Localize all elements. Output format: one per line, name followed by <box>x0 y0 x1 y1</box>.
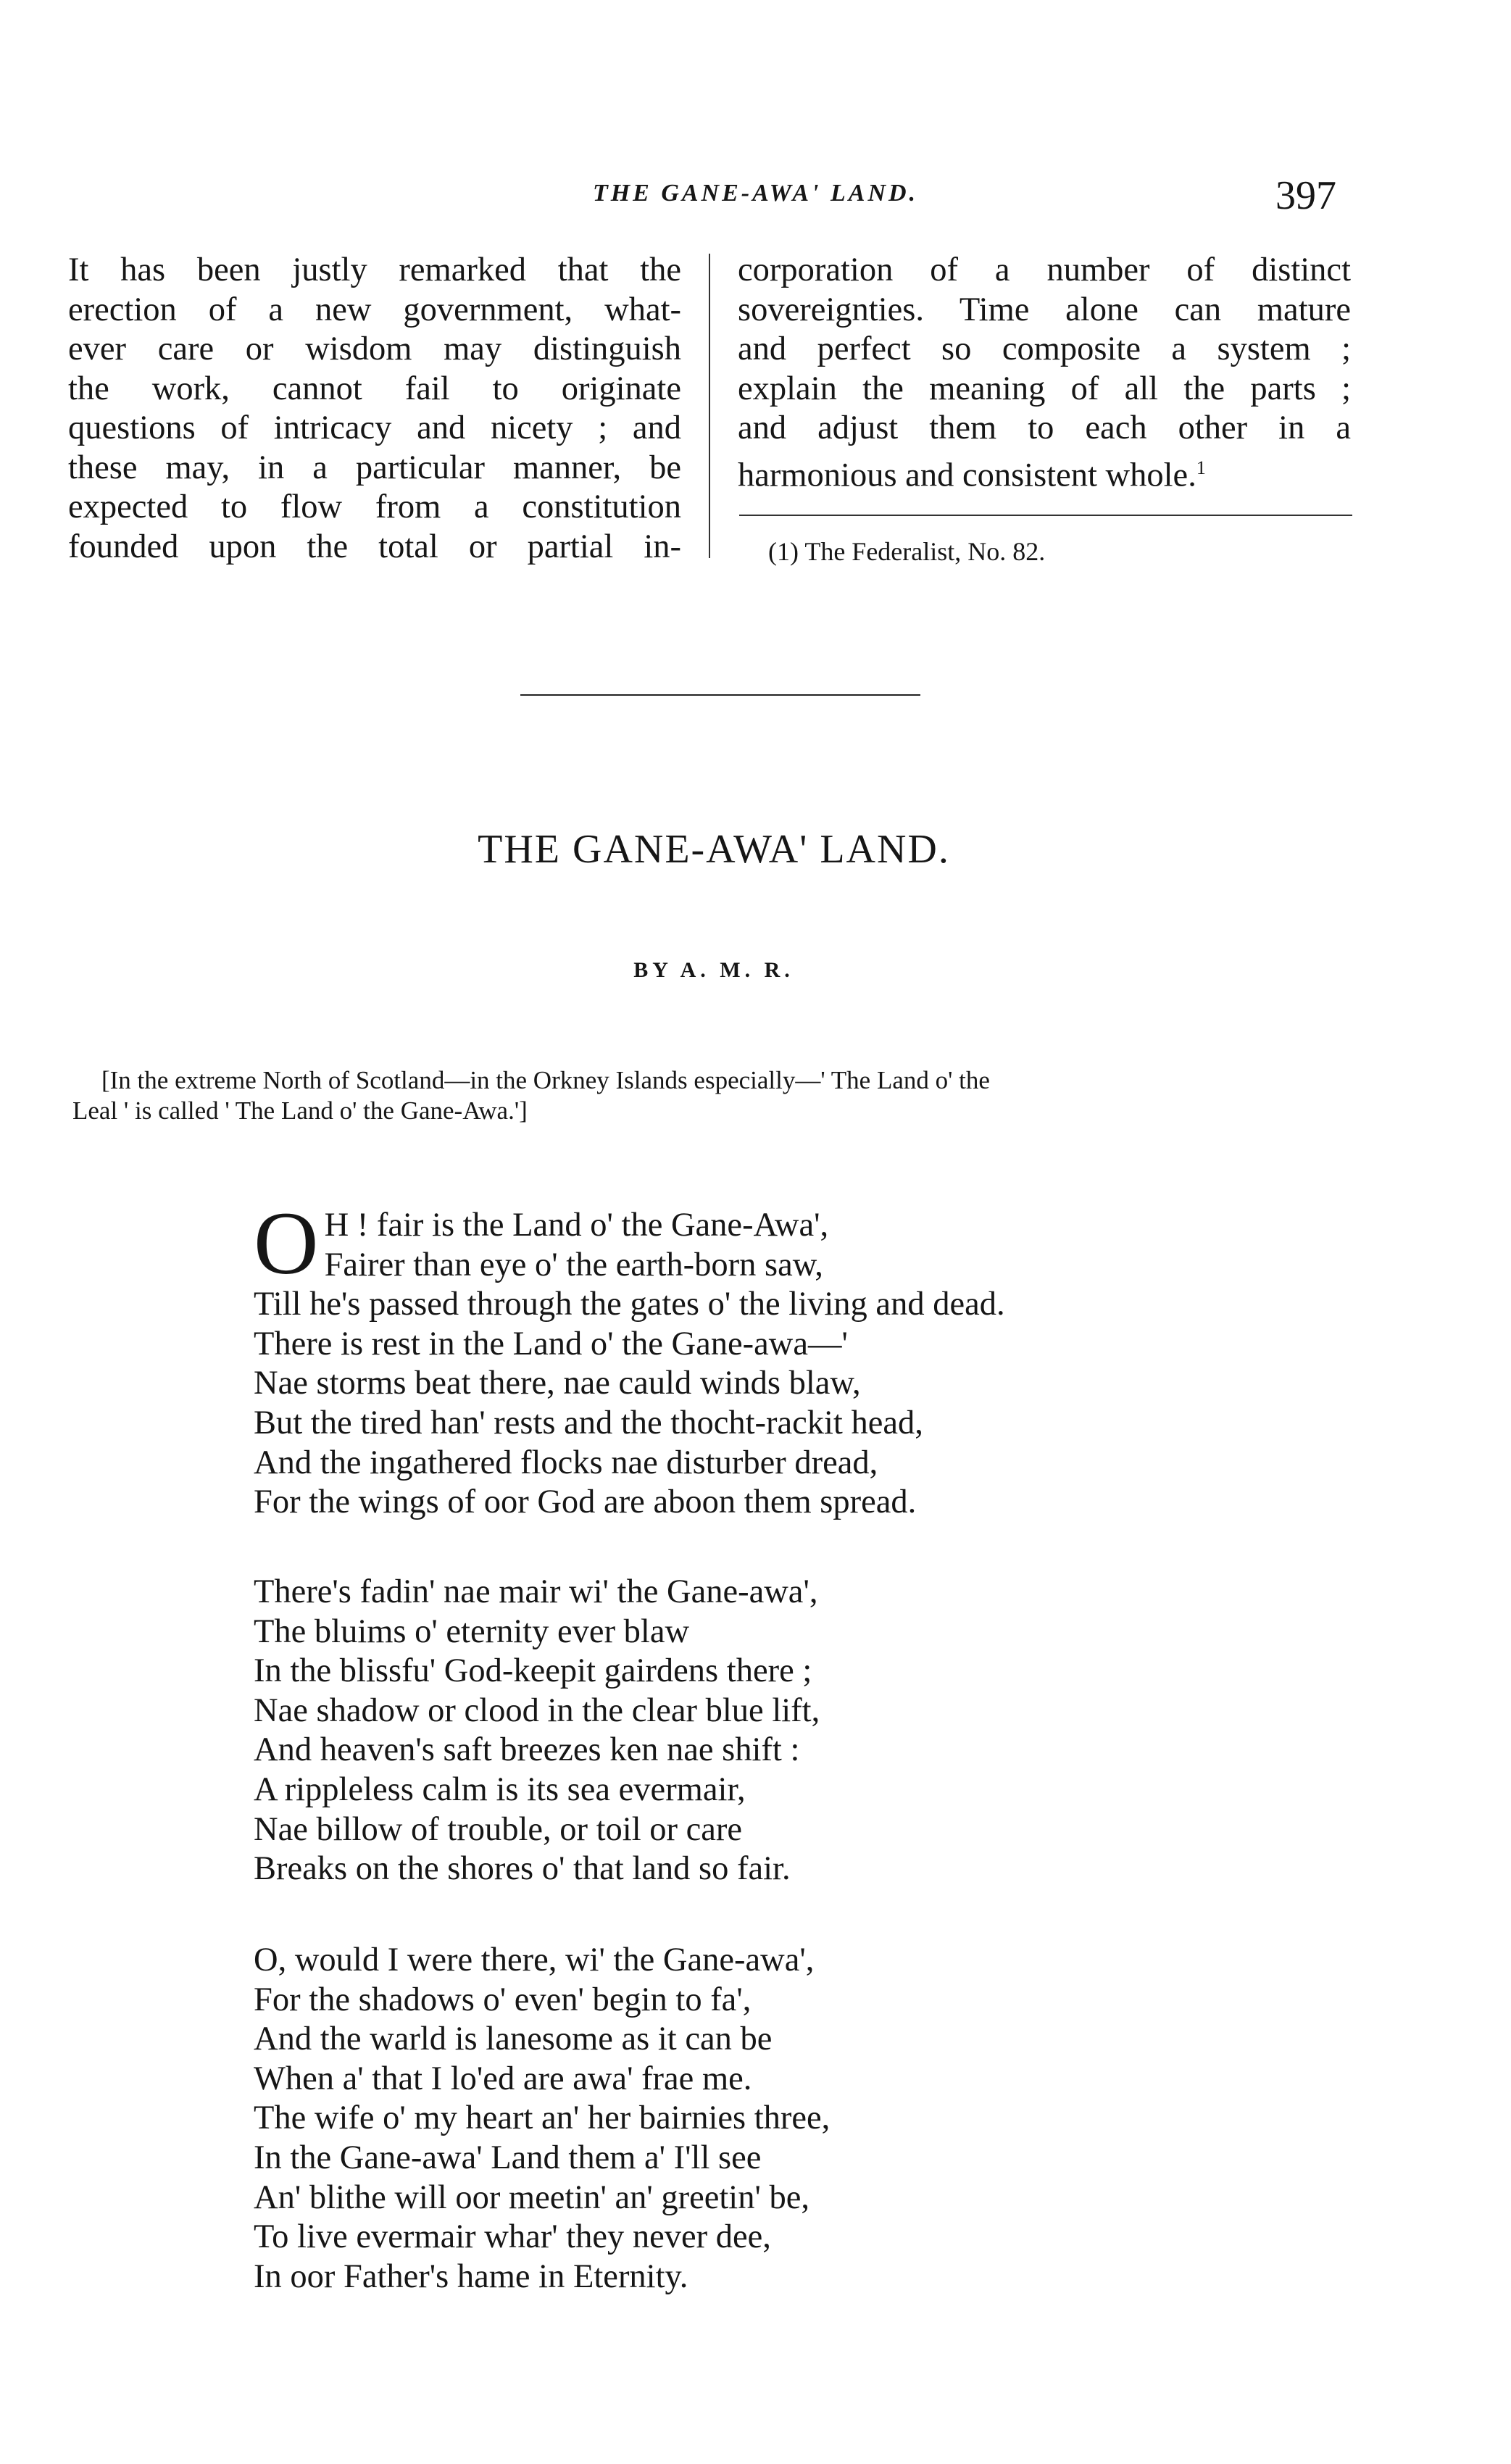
section-separator <box>520 694 920 696</box>
text-line: and perfect so composite a system ; <box>738 330 1351 367</box>
verse-line: In the Gane-awa' Land them a' I'll see <box>254 2139 762 2176</box>
headnote-line: Leal ' is called ' The Land o' the Gane-Awa.'] <box>72 1096 528 1125</box>
verse-line: Breaks on the shores o' that land so fair. <box>254 1850 791 1888</box>
footnote-marker: 1 <box>1196 457 1206 478</box>
verse-line: In the blissfu' God-keepit gairdens there ; <box>254 1652 812 1690</box>
verse-line: The bluims o' eternity ever blaw <box>254 1612 690 1650</box>
headnote-line: [In the extreme North of Scotland—in the Orkney Islands especially—' The Land o' the <box>101 1066 990 1094</box>
text-line: questions of intricacy and nicety ; and <box>68 409 681 446</box>
verse-line: And the warld is lanesome as it can be <box>254 2020 773 2058</box>
poem-title: THE GANE-AWA' LAND. <box>478 827 950 872</box>
verse-line: To live evermair whar' they never dee, <box>254 2218 771 2256</box>
text-line: sovereignties. Time alone can mature <box>738 291 1351 328</box>
verse-line: Nae billow of trouble, or toil or care <box>254 1810 743 1848</box>
text-line: these may, in a particular manner, be <box>68 449 681 486</box>
verse-line: Nae storms beat there, nae cauld winds blaw, <box>254 1365 861 1402</box>
text-line: and adjust them to each other in a <box>738 409 1351 446</box>
verse-line: But the tired han' rests and the thocht-rackit head, <box>254 1404 923 1441</box>
column-divider <box>709 254 710 558</box>
text-line: explain the meaning of all the parts ; <box>738 370 1351 407</box>
poem-headnote <box>72 1065 1365 1126</box>
drop-cap: O <box>254 1194 319 1293</box>
verse-line: There's fadin' nae mair wi' the Gane-awa', <box>254 1573 818 1610</box>
previous-article-left-column <box>68 251 681 567</box>
verse-line: H ! fair is the Land o' the Gane-Awa', <box>324 1207 829 1244</box>
stanza-2 <box>254 1573 820 1889</box>
text-line: ever care or wisdom may distinguish <box>68 330 681 367</box>
verse-line: In oor Father's hame in Eternity. <box>254 2257 688 2295</box>
stanza-3 <box>254 1941 830 2297</box>
text-line: founded upon the total or partial in- <box>68 528 681 565</box>
text-line: It has been justly remarked that the <box>68 251 681 288</box>
verse-line: There is rest in the Land o' the Gane-awa—' <box>254 1325 848 1362</box>
verse-line: And heaven's saft breezes ken nae shift : <box>254 1731 800 1769</box>
verse-line: And the ingathered flocks nae disturber dread, <box>254 1444 878 1481</box>
text-line: erection of a new government, what- <box>68 291 681 328</box>
text-line: corporation of a number of distinct <box>738 251 1351 288</box>
running-head: THE GANE-AWA' LAND. <box>592 180 919 207</box>
verse-line: Nae shadow or clood in the clear blue lift, <box>254 1691 820 1729</box>
verse-line: Fairer than eye o' the earth-born saw, <box>324 1246 823 1283</box>
verse-line: For the shadows o' even' begin to fa', <box>254 1981 752 2018</box>
verse-line: For the wings of oor God are aboon them spread. <box>254 1483 917 1521</box>
verse-line: Till he's passed through the gates o' the living and dead. <box>254 1286 1005 1323</box>
text-line-last <box>738 449 1351 496</box>
poem-byline: BY A. M. R. <box>633 958 794 982</box>
verse-line: O, would I were there, wi' the Gane-awa', <box>254 1941 815 1978</box>
previous-article-right-column <box>738 251 1351 496</box>
verse-line: An' blithe will oor meetin' an' greetin' be, <box>254 2178 809 2216</box>
verse-line: A rippleless calm is its sea evermair, <box>254 1770 746 1808</box>
footnote-rule <box>739 515 1352 516</box>
verse-line: The wife o' my heart an' her bairnies three, <box>254 2099 831 2137</box>
footnote: (1) The Federalist, No. 82. <box>768 537 1046 566</box>
stanza-1 <box>254 1194 1005 1523</box>
verse-line: When a' that I lo'ed are awa' frae me. <box>254 2060 752 2097</box>
text-line: expected to flow from a constitution <box>68 488 681 525</box>
text-line: the work, cannot fail to originate <box>68 370 681 407</box>
page-number: 397 <box>1275 173 1336 218</box>
text-line: harmonious and consistent whole. <box>738 457 1196 494</box>
